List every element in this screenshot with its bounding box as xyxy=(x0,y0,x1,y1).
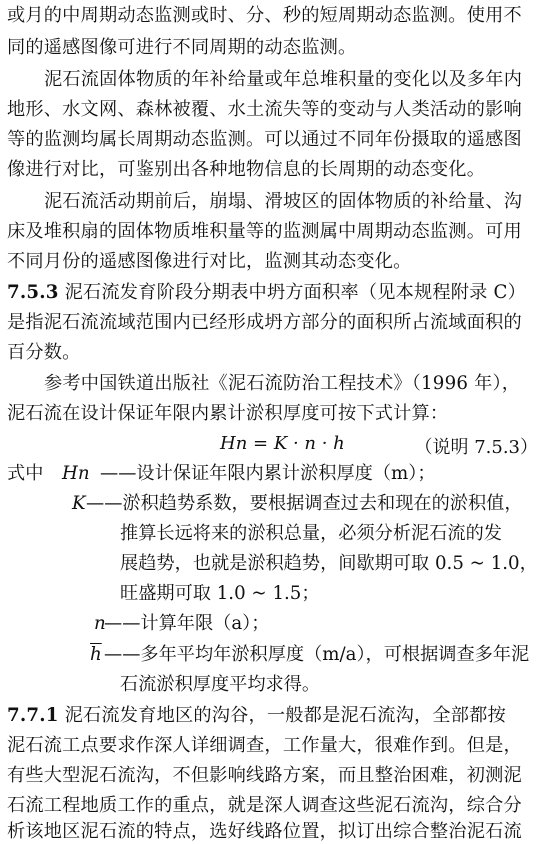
formula-row xyxy=(0,433,550,459)
definition-text: ——淤积趋势系数，要根据调查过去和现在的淤积值， xyxy=(86,493,523,514)
formula-label: （说明 7.5.3） xyxy=(414,437,538,458)
paragraph-line: 等的监测均属长周期动态监测。可以通过不同年份摄取的遥感图 xyxy=(7,129,522,150)
paragraph-line: 不同月份的遥感图像进行对比，监测其动态变化。 xyxy=(7,251,412,272)
definition-hn xyxy=(0,462,550,486)
definition-text: ——计算年限（a）； xyxy=(104,613,270,634)
paragraph-line: 同的遥感图像可进行不同周期的动态监测。 xyxy=(7,37,357,58)
paragraph-line: 百分数。 xyxy=(7,342,81,363)
paragraph-line: 石流工程地质工作的重点，就是深人调查这些泥石流沟，综合分 xyxy=(7,795,522,816)
section-7-5-3-line: 7.5.3 泥石流发育阶段分期表中坍方面积率（见本规程附录 C） xyxy=(7,282,527,303)
symbol-hn: Hn xyxy=(62,463,90,484)
paragraph-line: 像进行对比，可鉴别出各种地物信息的长周期的动态变化。 xyxy=(7,159,486,180)
paragraph-line: 泥石流固体物质的年补给量或年总堆积量的变化以及多年内 xyxy=(44,69,523,90)
symbol-n: n xyxy=(94,613,106,634)
paragraph-line: 或月的中周期动态监测或时、分、秒的短周期动态监测。使用不 xyxy=(7,5,522,26)
paragraph-line: 地形、水文网、森林被覆、水土流失等的变动与人类活动的影响 xyxy=(7,99,522,120)
symbol-h: $\overline{h}$ xyxy=(90,644,102,665)
section-7-7-1-line: 7.7.1 泥石流发育地区的沟谷，一般都是泥石流沟，全部都按 xyxy=(7,705,506,726)
paragraph-line: 床及堆积扇的固体物质堆积量等的监测属中周期动态监测。可用 xyxy=(7,221,522,242)
paragraph-line: 析该地区泥石流的特点，选好线路位置，拟订出综合整治泥石流 xyxy=(7,821,522,842)
definition-h xyxy=(0,643,550,667)
paragraph-line: 泥石流活动期前后，崩塌、滑坡区的固体物质的补给量、沟 xyxy=(44,191,523,212)
paragraph-line: 参考中国铁道出版社《泥石流防治工程技术》（1996 年）， xyxy=(44,373,521,394)
definition-text: ——设计保证年限内累计淤积厚度（m）； xyxy=(100,463,436,484)
paragraph-line: 是指泥石流流域范围内已经形成坍方部分的面积所占流域面积的 xyxy=(7,312,522,333)
definition-text: 推算长远将来的淤积总量，必须分析泥石流的发 xyxy=(120,523,502,544)
definition-h-cont xyxy=(0,673,550,697)
paragraph-line: 泥石流在设计保证年限内累计淤积厚度可按下式计算： xyxy=(7,403,449,424)
section-number: 7.7.1 xyxy=(7,705,59,726)
formula: Hn = K · n · h xyxy=(220,433,345,454)
section-number: 7.5.3 xyxy=(7,282,59,303)
definition-k-cont xyxy=(0,522,550,546)
paragraph-line: 有些大型泥石流沟，不但影响线路方案，而且整治困难，初测泥 xyxy=(7,765,522,786)
definition-k xyxy=(0,492,550,516)
definition-k-cont xyxy=(0,552,550,576)
definition-lead: 式中 xyxy=(7,463,44,484)
definition-text: 展趋势，也就是淤积趋势，间歇期可取 0.5 ~ 1.0， xyxy=(120,553,538,574)
definition-text: ——多年平均年淤积厚度（m/a），可根据调查多年泥 xyxy=(104,644,530,665)
definition-text: 旺盛期可取 1.0 ~ 1.5； xyxy=(120,583,320,604)
paragraph-line: 泥石流工点要求作深人详细调查，工作量大，很难作到。但是， xyxy=(7,735,522,756)
definition-n xyxy=(0,612,550,636)
symbol-k: K xyxy=(72,493,86,514)
definition-k-cont xyxy=(0,582,550,606)
definition-text: 石流淤积厚度平均求得。 xyxy=(120,674,321,695)
